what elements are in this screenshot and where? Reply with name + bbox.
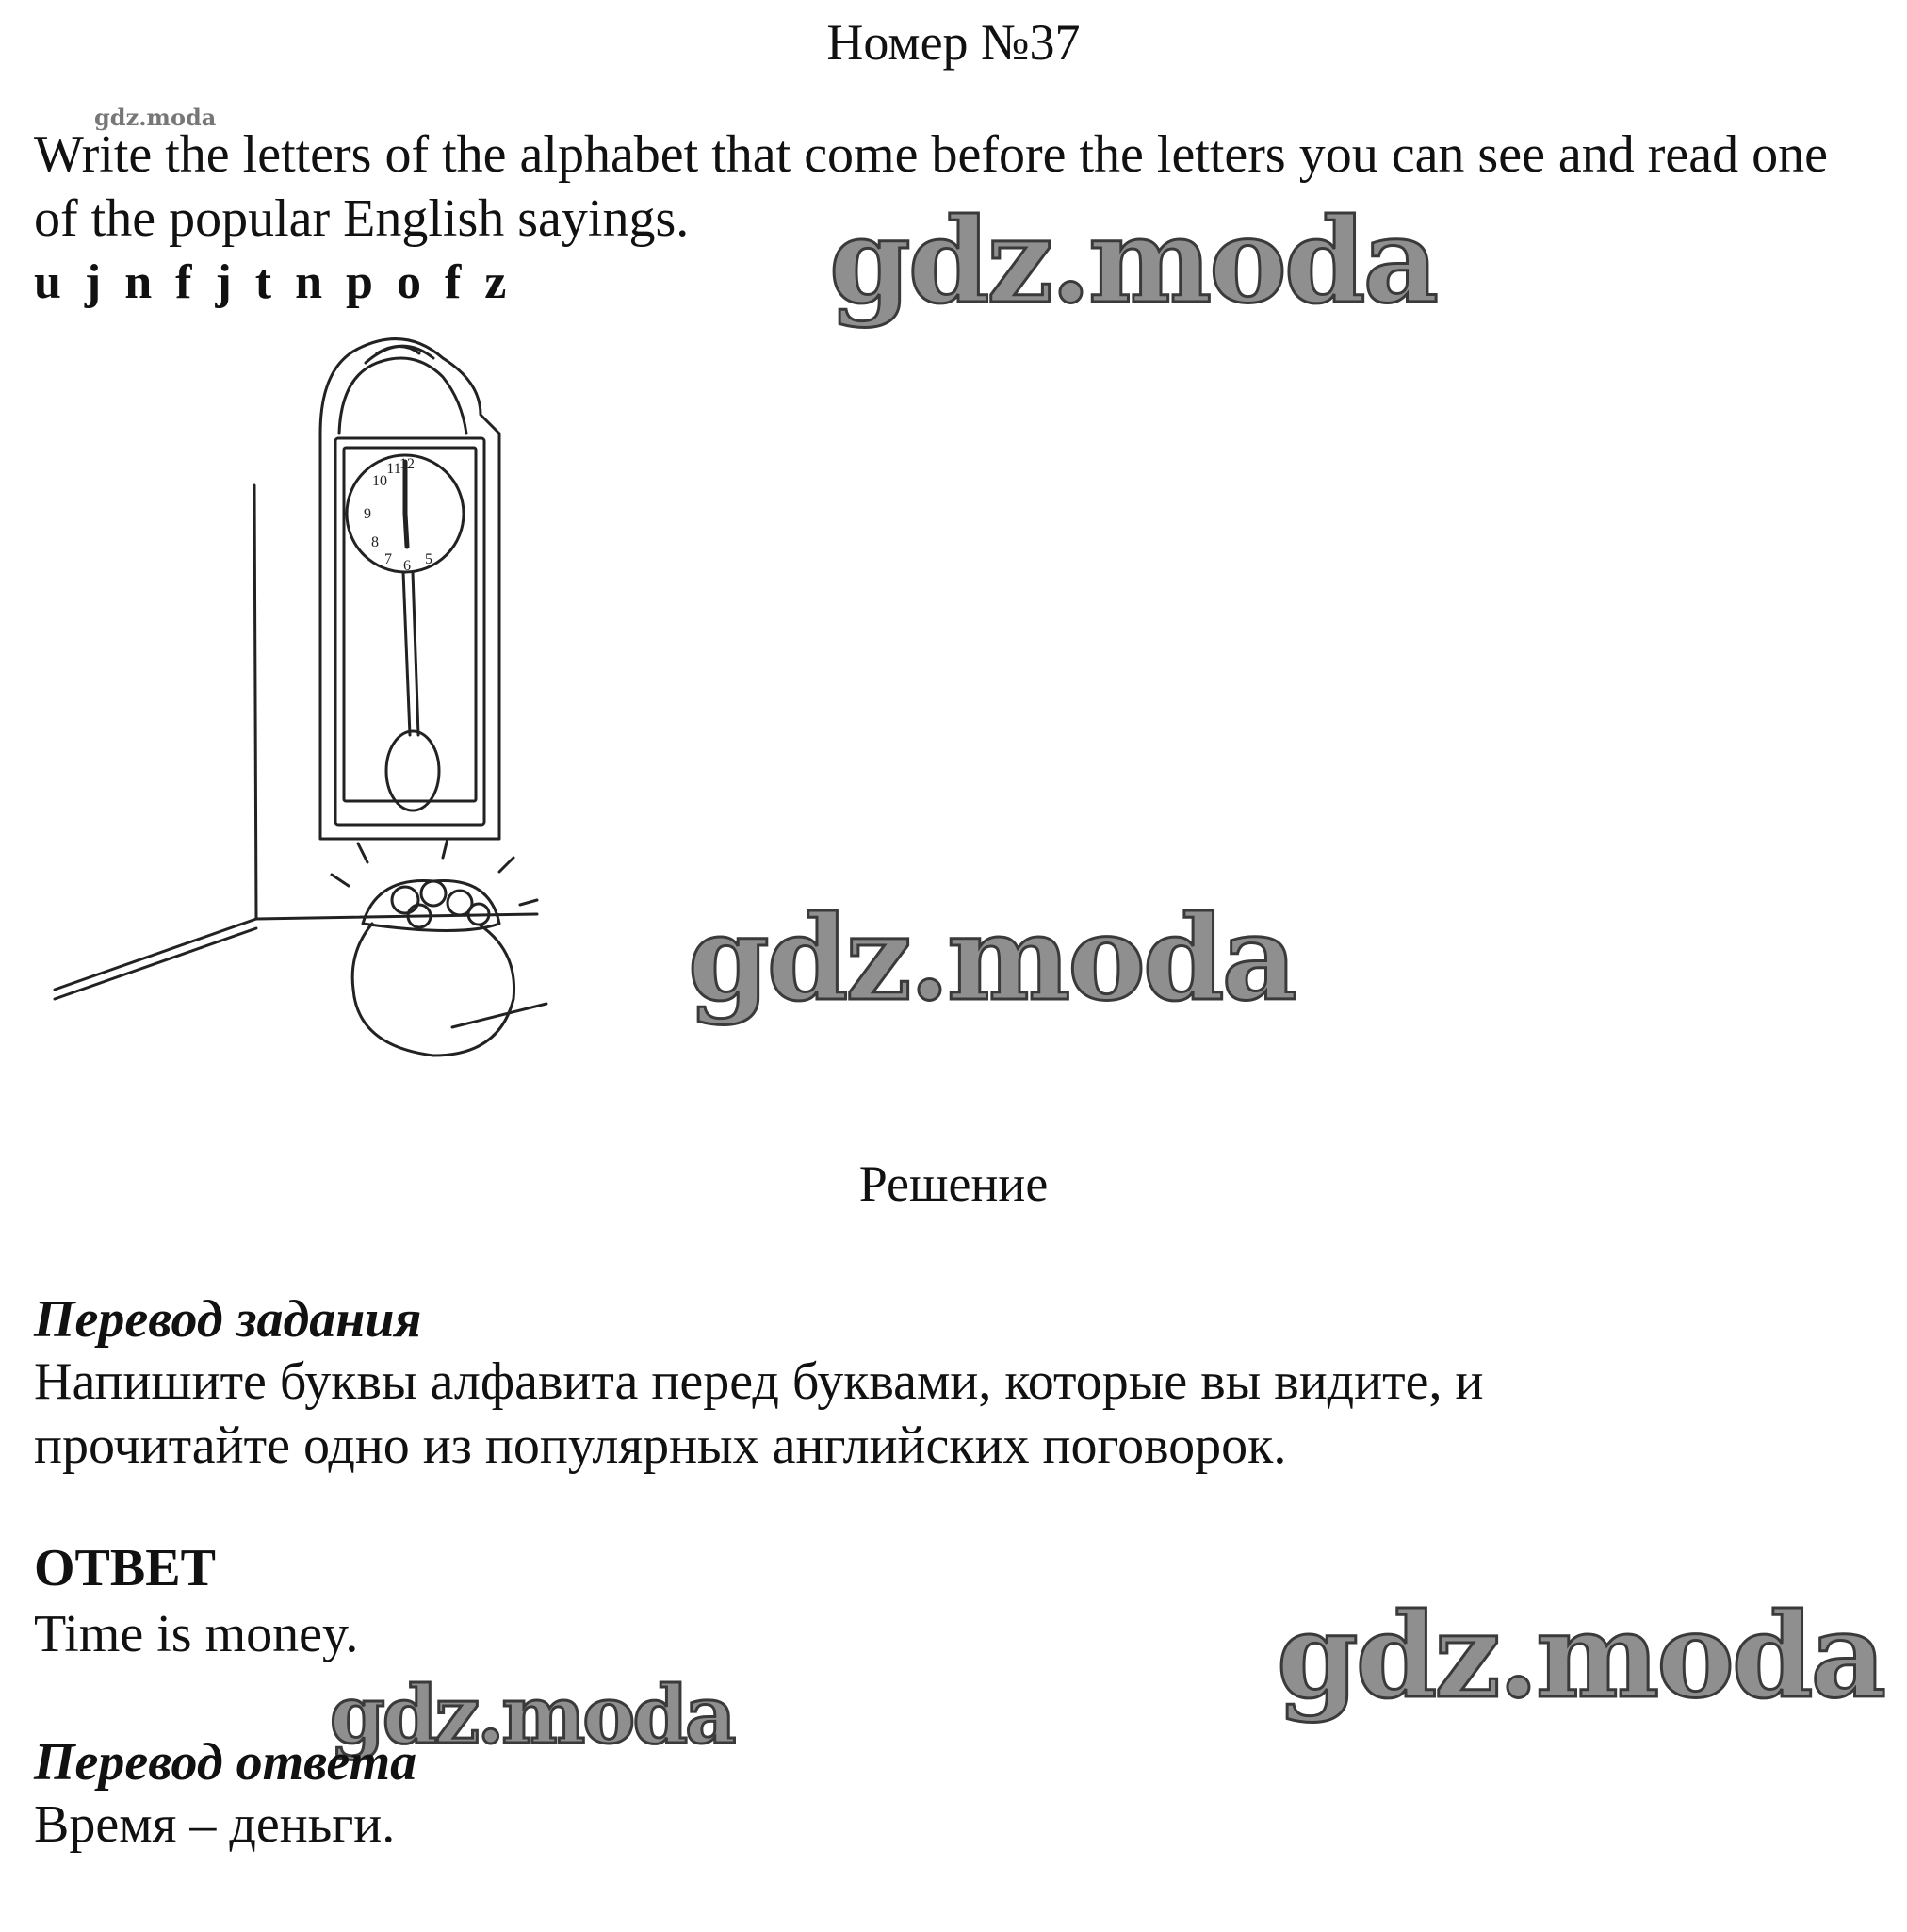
clock-numeral: 7: [384, 551, 392, 567]
clock-and-money-bag-illustration: [38, 311, 565, 1093]
clock-top: [320, 339, 499, 434]
page-title: Номер №37: [826, 14, 1081, 71]
clock-numeral: 5: [425, 551, 432, 567]
clock-numeral: 9: [364, 506, 371, 522]
watermark: gdz.moda: [688, 891, 1295, 1027]
watermark-small: gdz.moda: [94, 104, 217, 131]
wall-corner-line: [254, 485, 256, 919]
hour-hand: [405, 514, 407, 547]
answer-text: Time is money.: [34, 1605, 359, 1663]
answer-heading: ОТВЕТ: [34, 1539, 216, 1597]
answer-translation-text: Время – деньги.: [34, 1795, 396, 1854]
solution-title: Решение: [858, 1155, 1049, 1212]
task-translation-line-1: Напишите буквы алфавита перед буквами, которые вы видите, и: [34, 1352, 1484, 1411]
answer-translation-heading: Перевод ответа: [34, 1733, 417, 1792]
floor-line: [55, 914, 537, 990]
clock-numeral: 11: [386, 461, 401, 477]
watermark: gdz.moda: [1277, 1588, 1883, 1725]
task-translation-heading: Перевод задания: [34, 1290, 422, 1349]
pendulum-bob: [386, 731, 439, 810]
watermark: gdz.moda: [829, 193, 1436, 330]
watermark: gdz.moda: [330, 1668, 734, 1761]
clock-body: [320, 434, 499, 839]
task-letters: u j n f j t n p o f z: [34, 255, 508, 309]
task-text: Write the letters of the alphabet that come before the letters you can see and read one of the popular English sayings.: [34, 125, 1828, 248]
clock-numeral: 8: [371, 534, 379, 550]
clock-numeral: 12: [399, 456, 415, 472]
clock-numeral: 10: [372, 473, 387, 489]
clock-numeral: 6: [403, 558, 411, 574]
task-translation-line-2: прочитайте одно из популярных английских поговорок.: [34, 1416, 1287, 1475]
money-bag: [352, 924, 513, 1056]
